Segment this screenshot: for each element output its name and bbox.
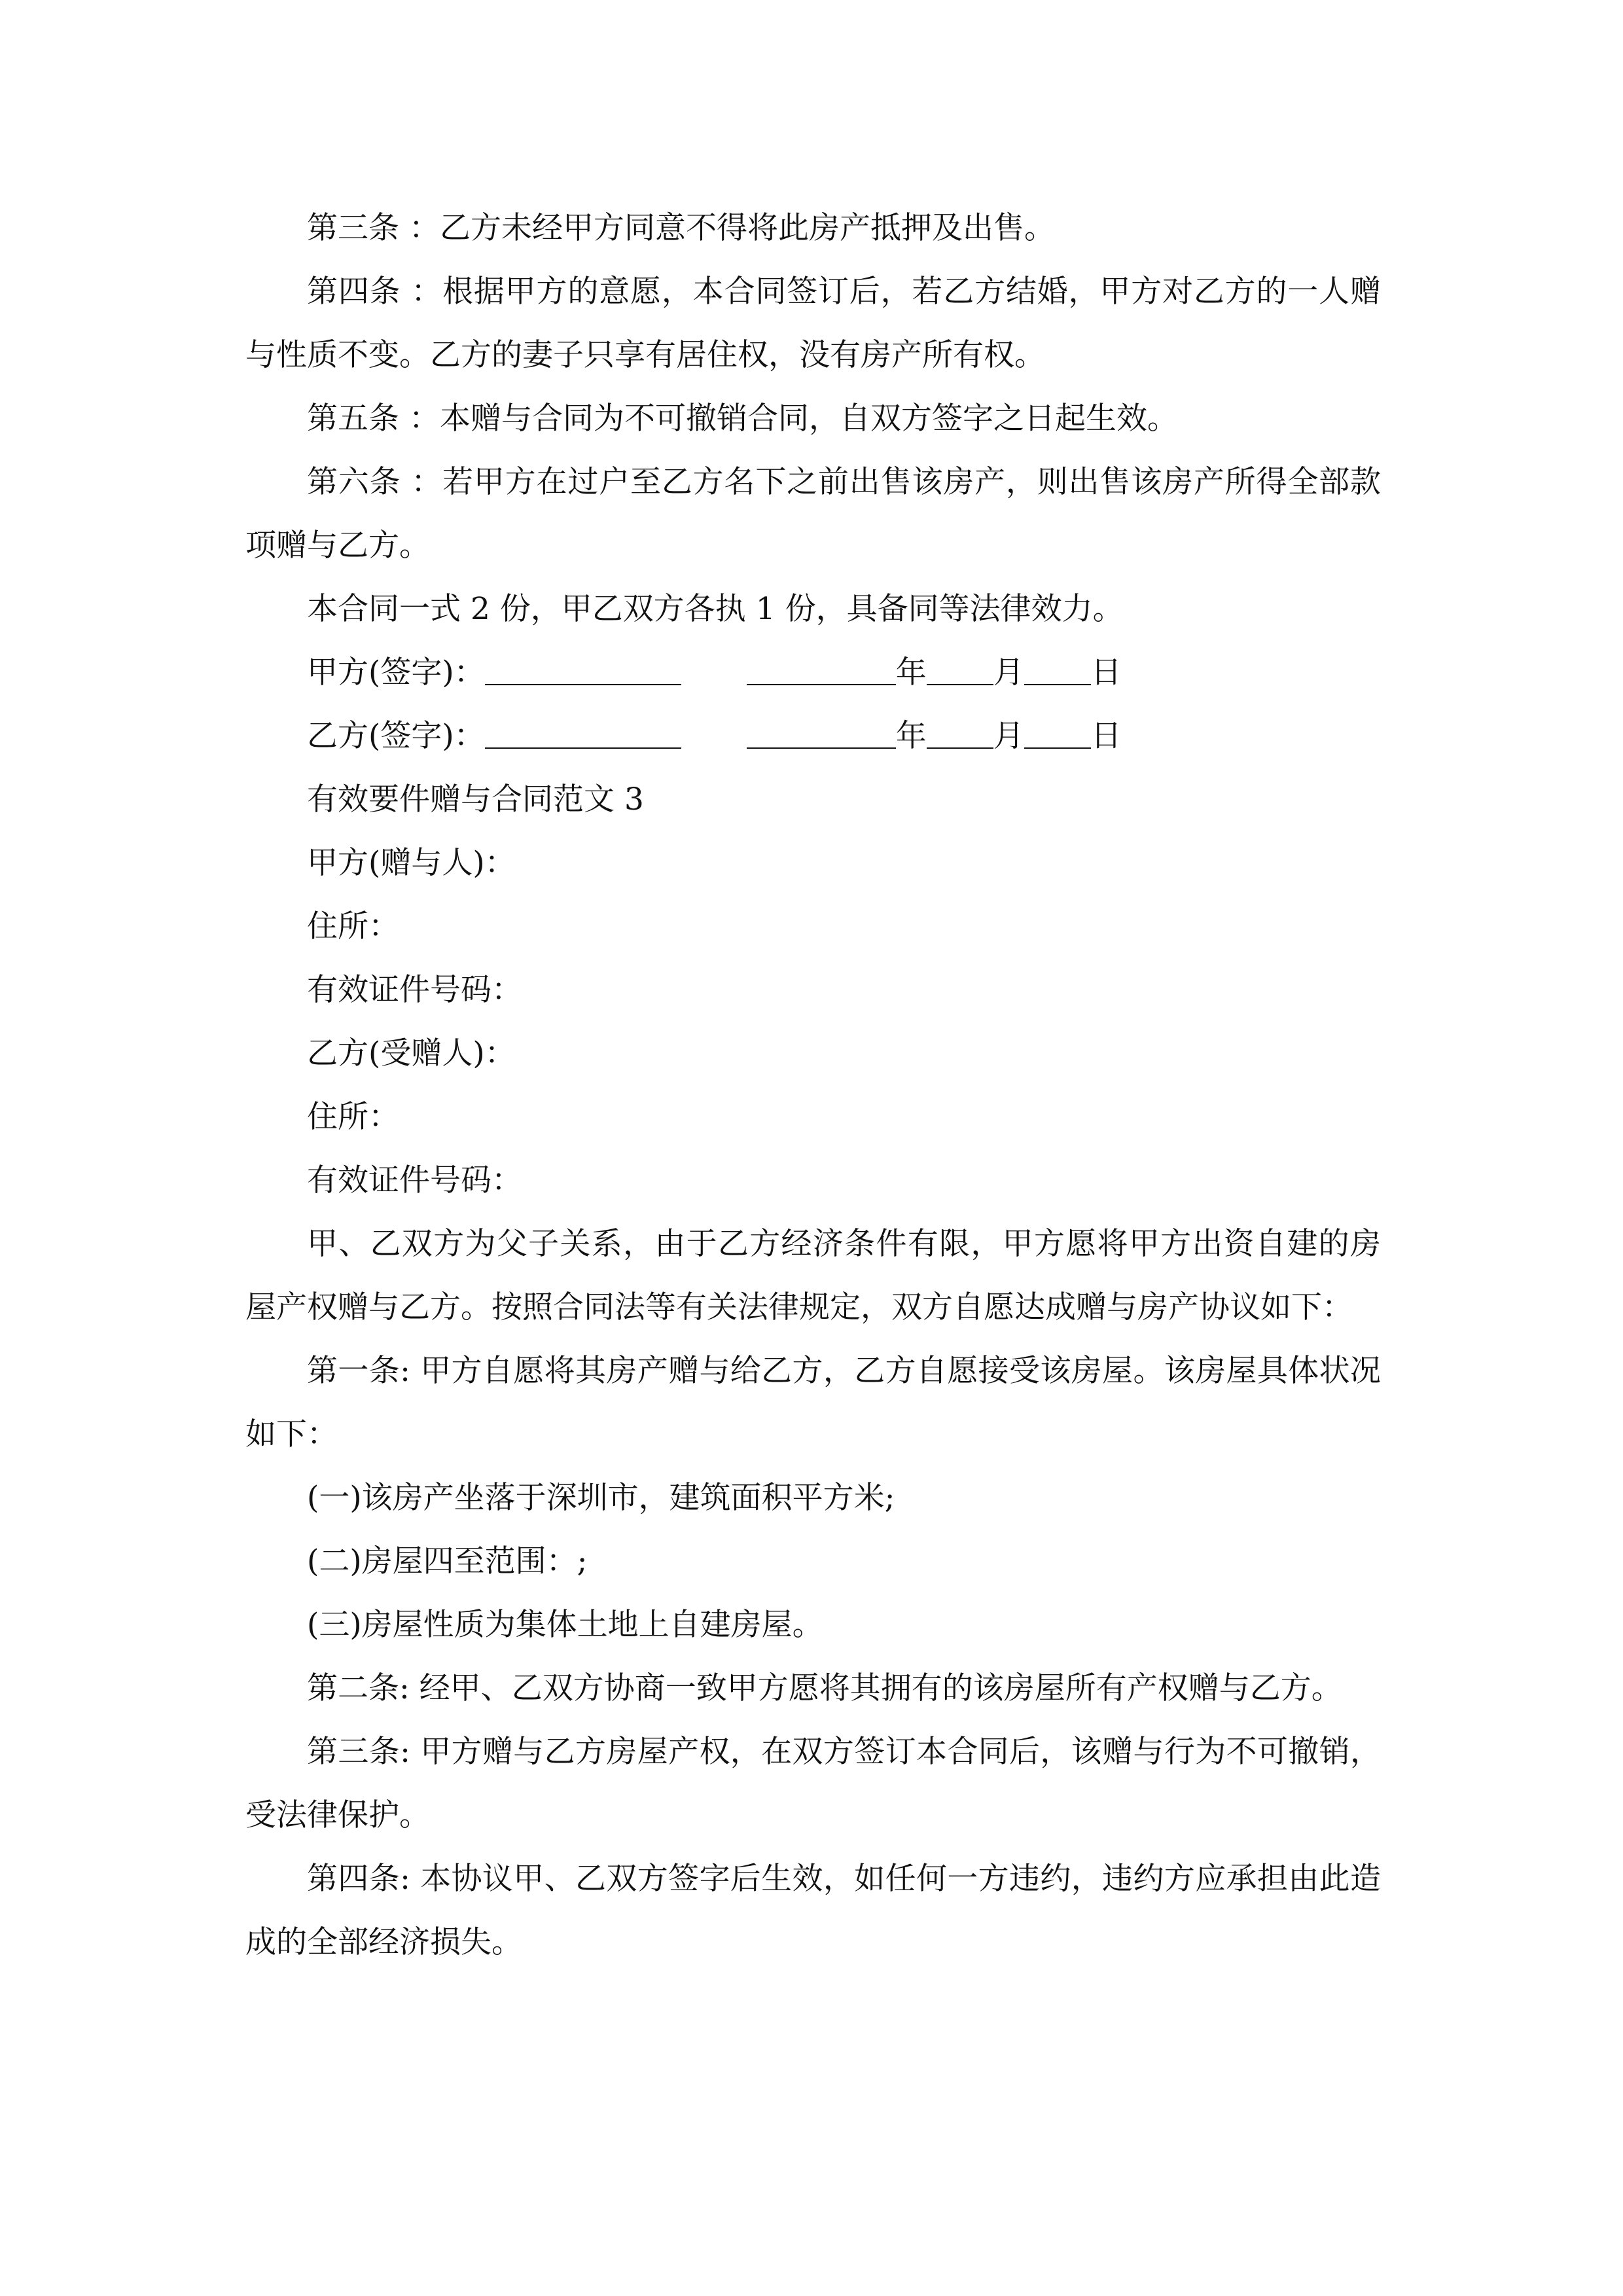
party-a-line: 甲方(赠与人)： [307,845,516,881]
copies-statement: 本合同一式 2 份，甲乙双方各执 1 份，具备同等法律效力。 [307,591,1124,627]
party-b-line: 乙方(受赠人)： [307,1035,516,1071]
clause-6-sale-proceeds: 第六条 ：若甲方在过户至乙方名下之前出售该房产，则出售该房产所得全部款项赠与乙方。 [245,464,1381,564]
section-title: 有效要件赠与合同范文 3 [307,781,644,817]
article-3: 第三条: 甲方赠与乙方房屋产权，在双方签订本合同后，该赠与行为不可撤销，受法律保护。 [245,1734,1381,1833]
article-4: 第四条: 本协议甲、乙双方签字后生效，如任何一方违约，违约方应承担由此造成的全部经济损失。 [245,1861,1381,1960]
month-label: 月 [993,718,1024,754]
month-blank [927,708,993,749]
month-blank [927,645,993,685]
party-b-address: 住所： [307,1099,399,1135]
signature-label: 乙方(签字)： [307,718,485,754]
day-blank [1024,645,1091,685]
day-label: 日 [1090,718,1122,754]
signature-row-party-a [245,641,1381,704]
day-blank [1024,708,1091,749]
preamble: 甲、乙双方为父子关系，由于乙方经济条件有限，甲方愿将甲方出资自建的房屋产权赠与乙方。按照合同法等有关法律规定，双方自愿达成赠与房产协议如下： [245,1226,1381,1325]
clause-5-irrevocable: 第五条 ：本赠与合同为不可撤销合同，自双方签字之日起生效。 [307,401,1178,437]
party-b-id-number: 有效证件号码： [307,1162,522,1198]
signature-blank [485,708,681,749]
party-a-id-number: 有效证件号码： [307,972,522,1008]
party-a-address: 住所： [307,908,399,944]
clause-3-mortgage: 第三条 ：乙方未经甲方同意不得将此房产抵押及出售。 [307,210,1055,246]
article-1-item-2: (二)房屋四至范围：; [307,1543,588,1579]
clause-4-marriage: 第四条 ：根据甲方的意愿，本合同签订后，若乙方结婚，甲方对乙方的一人赠与性质不变。乙方的妻子只享有居住权，没有房产所有权。 [245,274,1381,373]
year-label: 年 [895,655,927,691]
day-label: 日 [1090,655,1122,691]
year-blank [747,708,896,749]
signature-row-party-b [245,704,1381,768]
year-label: 年 [895,718,927,754]
month-label: 月 [993,655,1024,691]
article-1-item-1: (一)该房产坐落于深圳市，建筑面积平方米; [307,1480,895,1516]
signature-label: 甲方(签字)： [307,655,485,691]
signature-blank [485,645,681,685]
year-blank [747,645,896,685]
article-1-item-3: (三)房屋性质为集体土地上自建房屋。 [307,1607,823,1643]
article-2: 第二条: 经甲、乙双方协商一致甲方愿将其拥有的该房屋所有产权赠与乙方。 [307,1670,1342,1706]
article-1: 第一条: 甲方自愿将其房产赠与给乙方，乙方自愿接受该房屋。该房屋具体状况如下： [245,1353,1381,1452]
document-body [245,196,1381,1974]
